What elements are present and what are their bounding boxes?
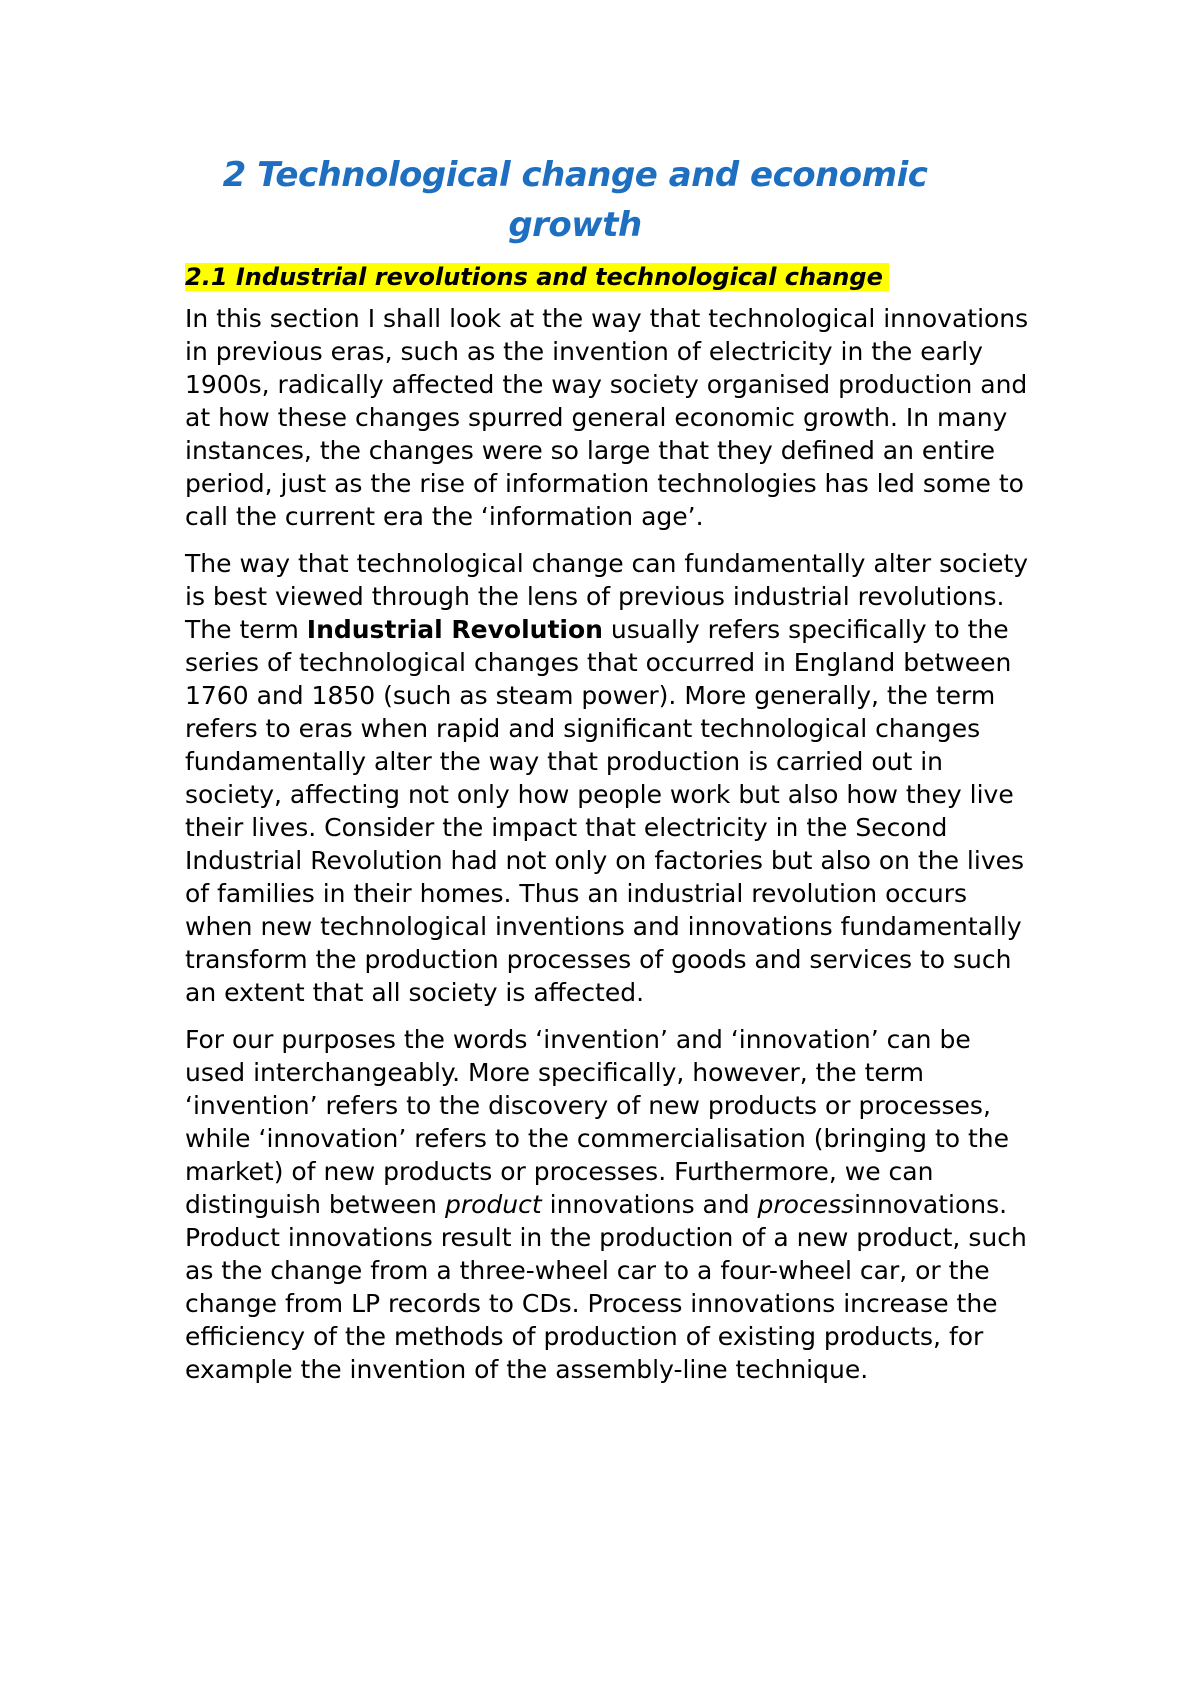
emphasis-product: product — [444, 1190, 542, 1219]
paragraph-text: The way that technological change can fundamentally alter society is best viewed through the lens of previous industrial revolutions. The term — [185, 549, 1029, 644]
paragraph-intro: In this section I shall look at the way that technological innovations in previous eras, such as the invention of electricity in the early 1900s, radically affected the way society organised production and at how these changes spurred general economic growth. In many instances, the changes were so large that they defined an entire period, just as the rise of information technologies has led some to call the current era the ‘information age’. — [185, 304, 1029, 531]
document-title: 2 Technological change and economic growth — [222, 155, 928, 245]
section-heading — [185, 260, 1035, 294]
paragraph-text: For our purposes the words ‘invention’ and ‘innovation’ can be used interchangeably. More specifically, however, the term ‘invention’ refers to the discovery of new products or processes, while ‘innovation’ refers to the commercialisation (bringing to the market) of new products or processes. Furthermore, we can distinguish between — [185, 1025, 1010, 1219]
paragraph-text: innovations and — [541, 1190, 758, 1219]
paragraph-invention-innovation — [185, 1023, 1035, 1386]
paragraph-text: innovations. Product innovations result in the production of a new product, such as the change from a three-wheel car to a four-wheel car, or the change from LP records to CDs. Process innovations increase the efficiency of the methods of production of existing products, for example the invention of the assembly-line technique. — [185, 1190, 1027, 1384]
section-heading-text: 2.1 Industrial revolutions and technological change — [185, 263, 889, 291]
key-term-industrial-revolution: Industrial Revolution — [306, 615, 603, 644]
document-page — [185, 150, 1035, 1400]
emphasis-process: process — [757, 1190, 855, 1219]
paragraph-industrial-revolution — [185, 547, 1035, 1009]
paragraph-text: usually refers specifically to the series of technological changes that occurred in England between 1760 and 1850 (such as steam power). More generally, the term refers to eras when rapid and significant technological changes fundamentally alter the way that production is carried out in society, affecting not only how people work but also how they live their lives. Consider the impact that electricity in the Second Industrial Revolution had not only on factories but also on the lives of families in their homes. Thus an industrial revolution occurs when new technological inventions and innovations fundamentally transform the production processes of goods and services to such an extent that all society is affected. — [185, 615, 1025, 1007]
